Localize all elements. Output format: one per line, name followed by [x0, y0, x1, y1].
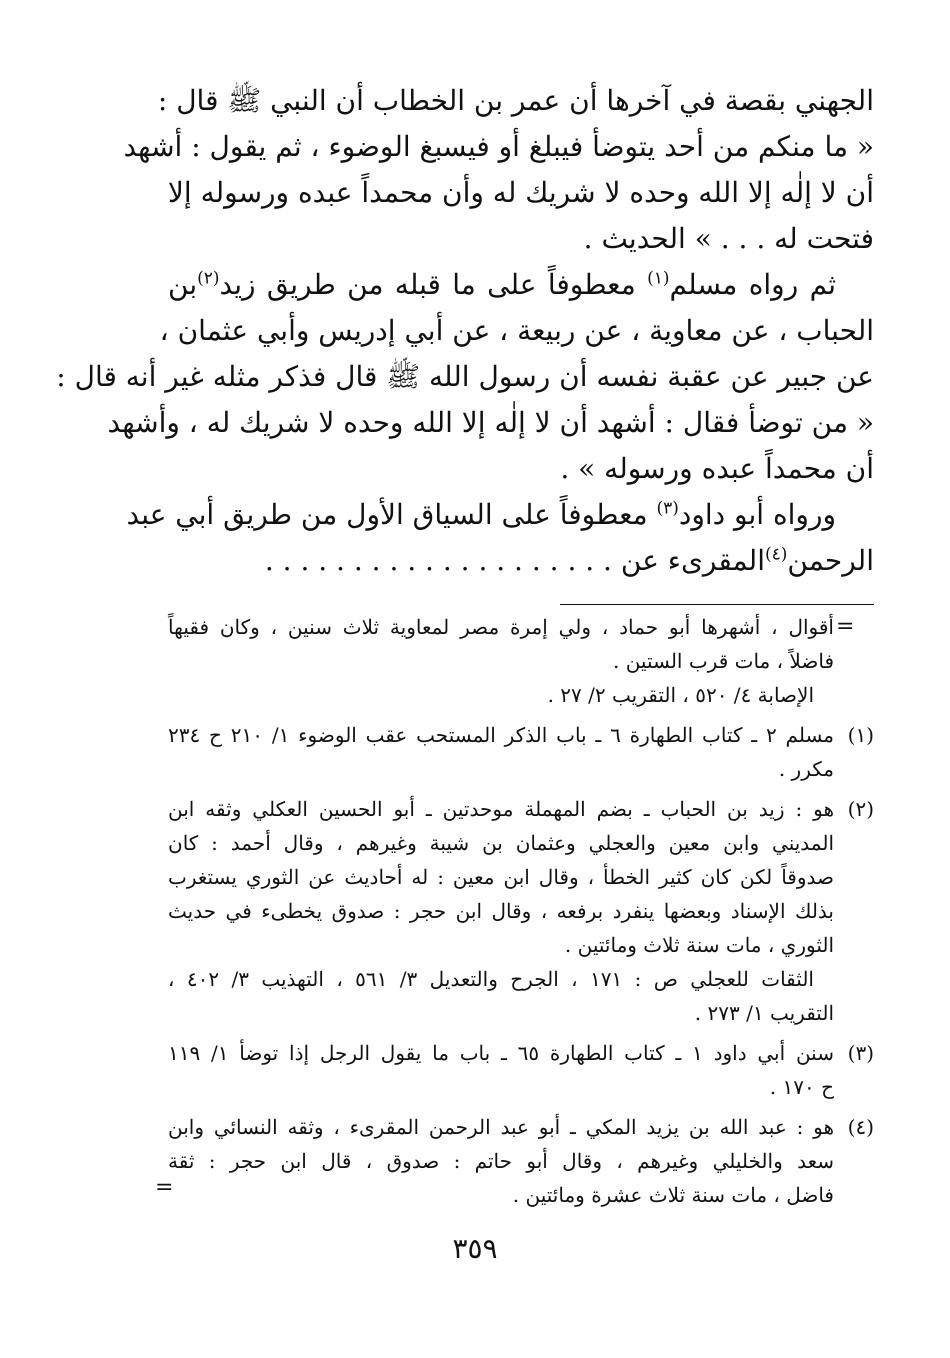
- footnote-reference: الثقات للعجلي ص : ١٧١ ، الجرح والتعديل ٣/ ٥٦١ ، التهذيب ٣/ ٤٠٢ ،: [168, 967, 814, 991]
- footnote-line: مكرر .: [778, 757, 834, 781]
- footnote-line: المديني وابن معين والعجلي وعثمان بن شيبة وغيرهم ، وقال أحمد : كان: [168, 831, 834, 855]
- footnote-separator: [560, 604, 874, 605]
- footnote-number: (٤): [847, 1115, 874, 1139]
- footnote-3: [168, 1036, 874, 1104]
- body-line: « ما منكم من أحد يتوضأ فيبلغ أو فيسبغ الوضوء ، ثم يقول : أشهد: [123, 130, 874, 163]
- footnote-4: [168, 1110, 874, 1212]
- footnote-line: سنن أبي داود ١ ـ كتاب الطهارة ٦٥ ـ باب ما يقول الرجل إذا توضأ ١/ ١١٩: [168, 1041, 834, 1065]
- footnote-line: مسلم ٢ ـ كتاب الطهارة ٦ ـ باب الذكر المستحب عقب الوضوء ١/ ٢١٠ ح ٢٣٤: [168, 723, 835, 747]
- footnote-number: (١): [847, 723, 874, 747]
- footnote-2: [168, 792, 874, 1030]
- footnote-line: ح ١٧٠ .: [769, 1075, 834, 1099]
- main-text: [56, 78, 874, 584]
- footnote-ref-2[interactable]: (٢): [197, 268, 220, 289]
- footnote-line: سعد والخليلي وغيرهم ، وقال أبو حاتم : صدوق ، قال ابن حجر : ثقة: [168, 1149, 834, 1173]
- body-line: الحباب ، عن معاوية ، عن ربيعة ، عن أبي إدريس وأبي عثمان ،: [159, 314, 874, 347]
- continuation-dots: . . . . . . . . . . . . . . . . . . . .: [264, 544, 612, 577]
- footnote-line: بذلك الإسناد وبعضها ينفرد برفعه ، وقال ابن حجر : صدوق يخطىء في حديث: [168, 899, 834, 923]
- footnote-line: فاضلاً ، مات قرب الستين .: [612, 649, 834, 673]
- continuation-mark-start: =: [836, 614, 855, 639]
- footnote-continued: [168, 610, 874, 712]
- footnote-line: صدوقاً لكن كان كثير الخطأ ، وقال ابن معين : له أحاديث عن الثوري يستغرب: [168, 865, 834, 889]
- page-number: ٣٥٩: [452, 1232, 498, 1265]
- footnote-line: هو : زيد بن الحباب ـ بضم المهملة موحدتين ـ أبو الحسين العكلي وثقه ابن: [168, 797, 834, 821]
- body-line: أن لا إلٰه إلا الله وحده لا شريك له وأن محمداً عبده ورسوله إلا: [167, 176, 874, 209]
- footnote-ref-1[interactable]: (١): [647, 268, 670, 289]
- footnote-ref-4[interactable]: (٤): [765, 544, 788, 565]
- footnotes: [168, 610, 874, 1218]
- paragraph-3-second-line: الرحمن$^{(٤)}$المقرىء عن . . . . . . . . . . . . . . . . . . . .: [264, 544, 874, 577]
- paragraph-2-first-line: ثم رواه مسلم$^{(١)}$ معطوفاً على ما قبله من طريق زيد$^{(٢)}$بن: [168, 268, 836, 301]
- footnote-reference: الإصابة ٤/ ٥٢٠ ، التقريب ٢/ ٢٧ .: [547, 683, 814, 707]
- footnote-number: (٢): [847, 797, 874, 821]
- continuation-mark-end: =: [155, 1175, 174, 1200]
- body-line: الجهني بقصة في آخرها أن عمر بن الخطاب أن النبي ﷺ قال :: [157, 84, 874, 117]
- paragraph-3-first-line: ورواه أبو داود$^{(٣)}$ معطوفاً على السياق الأول من طريق أبي عبد: [126, 498, 836, 531]
- body-line: فتحت له . . . » الحديث .: [583, 222, 874, 255]
- body-line: « من توضأ فقال : أشهد أن لا إلٰه إلا الله وحده لا شريك له ، وأشهد: [107, 406, 874, 439]
- footnote-ref-3[interactable]: (٣): [656, 498, 679, 519]
- body-line: أن محمداً عبده ورسوله » .: [560, 452, 874, 485]
- footnote-1: [168, 718, 874, 786]
- footnote-line: هو : عبد الله بن يزيد المكي ـ أبو عبد الرحمن المقرىء ، وثقه النسائي وابن: [168, 1115, 834, 1139]
- footnote-line: فاضل ، مات سنة ثلاث عشرة ومائتين .: [512, 1183, 834, 1207]
- footnote-line: أقوال ، أشهرها أبو حماد ، ولي إمرة مصر لمعاوية ثلاث سنين ، وكان فقيهاً: [168, 615, 834, 639]
- footnote-number: (٣): [847, 1041, 874, 1065]
- body-line: عن جبير عن عقبة نفسه أن رسول الله ﷺ قال فذكر مثله غير أنه قال :: [56, 360, 874, 393]
- footnote-line: الثوري ، مات سنة ثلاث ومائتين .: [564, 933, 834, 957]
- footnote-reference: التقريب ١/ ٢٧٣ .: [694, 1001, 834, 1025]
